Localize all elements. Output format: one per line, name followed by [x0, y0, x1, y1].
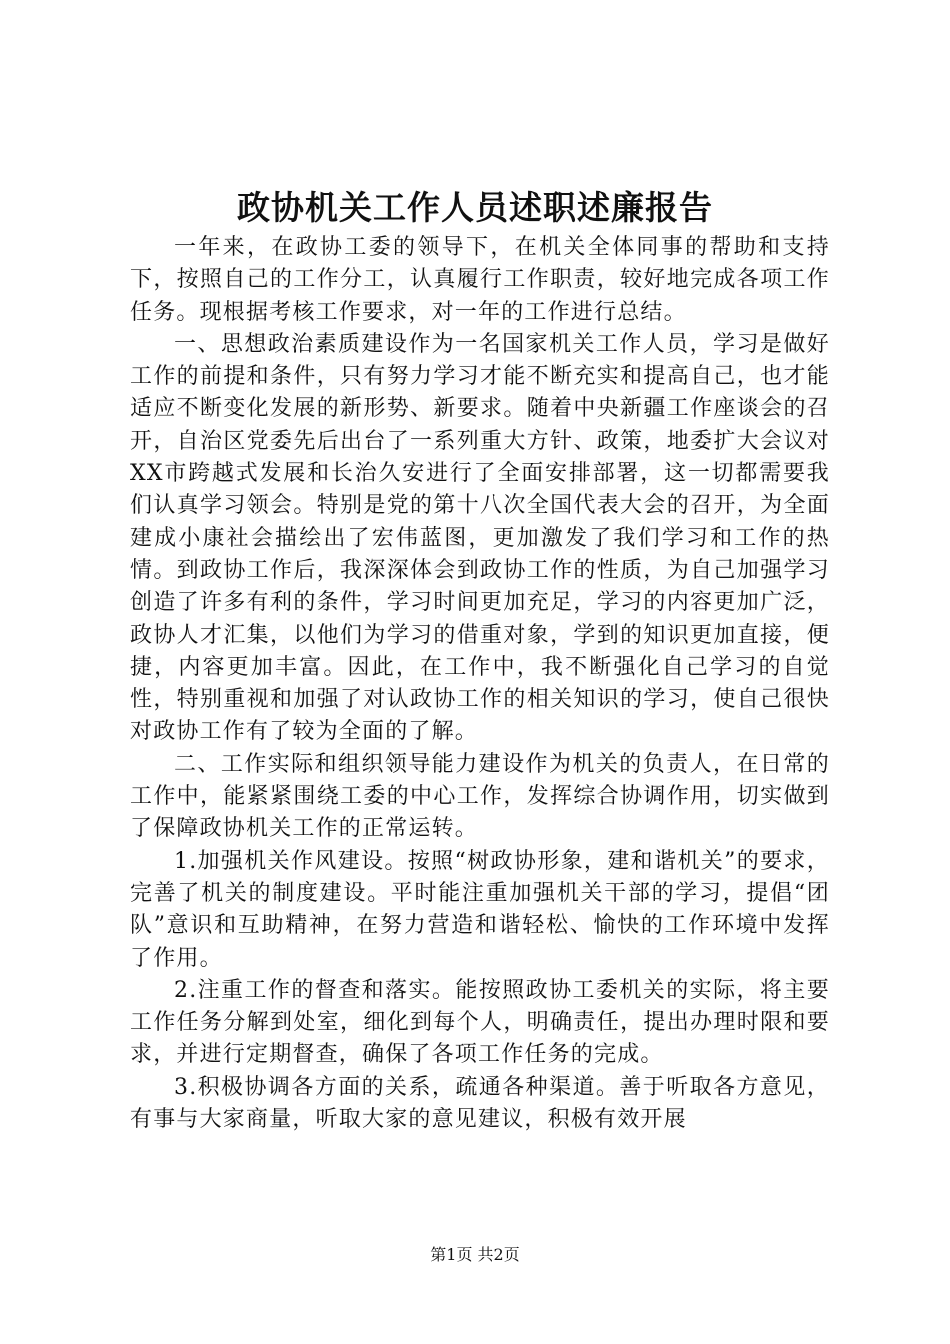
- paragraph-item-1: 1.加强机关作风建设。按照“树政协形象，建和谐机关”的要求，完善了机关的制度建设。平时能注重加强机关干部的学习，提倡“团队”意识和互助精神，在努力营造和谐轻松、愉快的工作环境中发挥了作用。: [130, 848, 830, 971]
- paragraph-intro: 一年来，在政协工委的领导下，在机关全体同事的帮助和支持下，按照自己的工作分工，认真履行工作职责，较好地完成各项工作任务。现根据考核工作要求，对一年的工作进行总结。: [130, 235, 830, 325]
- page-number-footer: 第1页 共2页: [430, 1245, 520, 1264]
- document-body: [130, 232, 830, 1136]
- document-title: 政协机关工作人员述职述廉报告: [237, 188, 713, 227]
- paragraph-section-1: 一、思想政治素质建设作为一名国家机关工作人员，学习是做好工作的前提和条件，只有努力学习才能不断充实和提高自己，也才能适应不断变化发展的新形势、新要求。随着中央新疆工作座谈会的召开，自治区党委先后出台了一系列重大方针、政策，地委扩大会议对XX市跨越式发展和长治久安进行了全面安排部署，这一切都需要我们认真学习领会。特别是党的第十八次全国代表大会的召开，为全面建成小康社会描绘出了宏伟蓝图，更加激发了我们学习和工作的热情。到政协工作后，我深深体会到政协工作的性质，为自己加强学习创造了许多有利的条件，学习时间更加充足，学习的内容更加广泛，政协人才汇集，以他们为学习的借重对象，学到的知识更加直接，便捷，内容更加丰富。因此，在工作中，我不断强化自己学习的自觉性，特别重视和加强了对认政协工作的相关知识的学习，使自己很快对政协工作有了较为全面的了解。: [130, 331, 830, 745]
- paragraph-item-3: 3.积极协调各方面的关系，疏通各种渠道。善于听取各方意见，有事与大家商量，听取大家的意见建议，积极有效开展: [130, 1074, 830, 1133]
- paragraph-item-2: 2.注重工作的督查和落实。能按照政协工委机关的实际，将主要工作任务分解到处室，细化到每个人，明确责任，提出办理时限和要求，并进行定期督查，确保了各项工作任务的完成。: [130, 977, 830, 1068]
- paragraph-section-2: 二、工作实际和组织领导能力建设作为机关的负责人，在日常的工作中，能紧紧围绕工委的中心工作，发挥综合协调作用，切实做到了保障政协机关工作的正常运转。: [130, 751, 830, 842]
